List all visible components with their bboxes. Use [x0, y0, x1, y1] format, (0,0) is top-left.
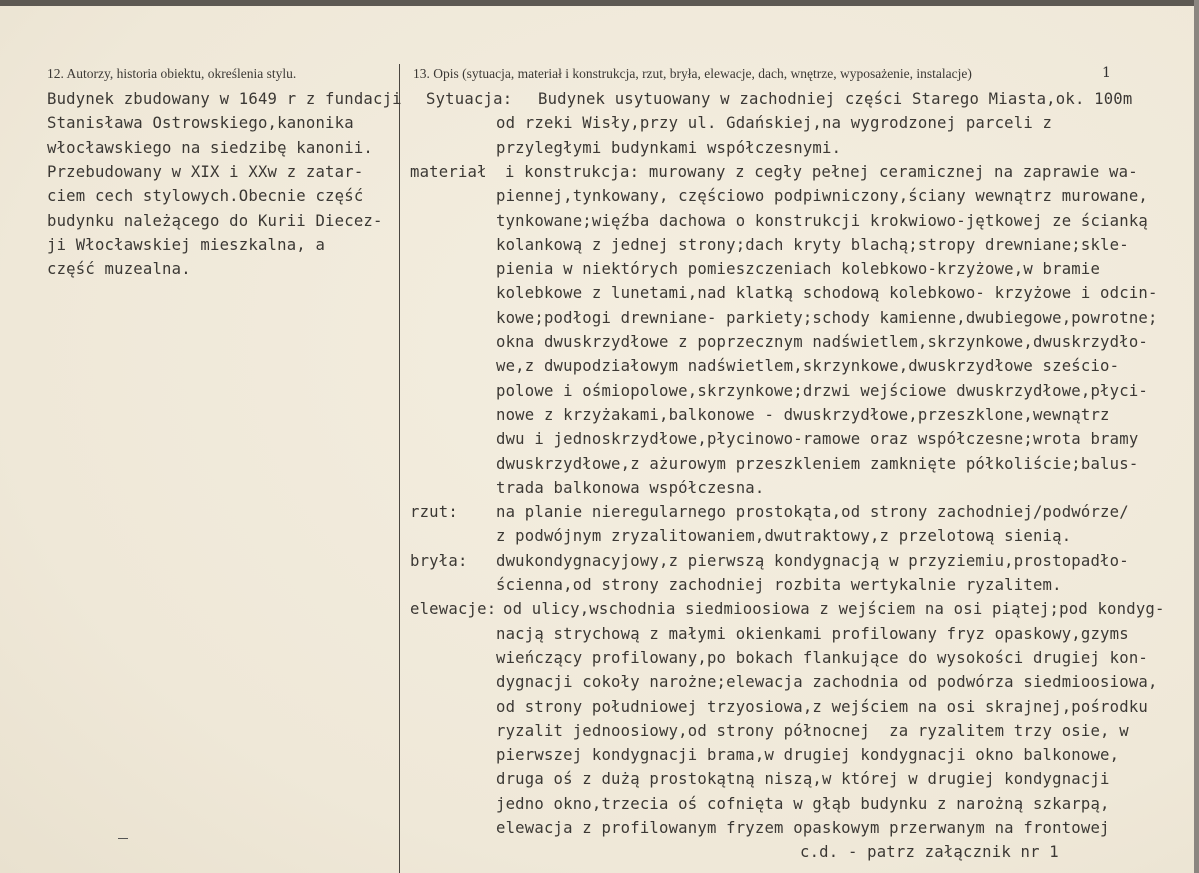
description-line: nowe z krzyżakami,balkonowe - dwuskrzydłowe,przeszklone,wewnątrz — [496, 405, 1110, 424]
description-line: od rzeki Wisły,przy ul. Gdańskiej,na wygrodzonej parceli z — [496, 114, 1053, 133]
description-label: bryła: — [410, 551, 468, 570]
description-line: c.d. - patrz załącznik nr 1 — [800, 843, 1059, 862]
scan-edge-top — [0, 0, 1199, 6]
section-12-heading: 12. Autorzy, historia obiektu, określenia stylu. — [47, 66, 297, 81]
description-line: dygnacji cokoły narożne;elewacja zachodnia od podwórza siedmioosiowa, — [496, 673, 1158, 692]
history-line: ji Włocławskiej mieszkalna, a — [47, 235, 326, 254]
description-line: Budynek usytuowany w zachodniej części Starego Miasta,ok. 100m — [538, 90, 1133, 108]
description-line: okna dwuskrzydłowe z poprzecznym nadświetlem,skrzynkowe,dwuskrzydło- — [496, 333, 1148, 351]
description-label: rzut: — [410, 503, 458, 522]
description-line: dwu i jednoskrzydłowe,płycinowo-ramowe oraz współczesne;wrota bramy — [496, 430, 1139, 449]
history-line: część muzealna. — [47, 260, 191, 279]
section-13-heading: 13. Opis (sytuacja, materiał i konstrukcja, rzut, bryła, elewacje, dach, wnętrze, wyposażenie, instalacje) — [413, 66, 972, 81]
description-line: od ulicy,wschodnia siedmioosiowa z wejściem na osi piątej;pod kondyg- — [503, 600, 1165, 619]
description-line: kolebkowe z lunetami,nad klatką schodową kolebkowo- krzyżowe i odcin- — [496, 284, 1158, 303]
history-line: Stanisława Ostrowskiego,kanonika — [47, 114, 354, 133]
description-line: wieńczący profilowany,po bokach flankujące do wysokości drugiej kon- — [496, 648, 1148, 667]
description-line: pienia w niektórych pomieszczeniach kolebkowo-krzyżowe,w bramie — [496, 260, 1101, 279]
description-line: kowe;podłogi drewniane- parkiety;schody kamienne,dwubiegowe,powrotne; — [496, 308, 1158, 327]
description-label: materiał — [410, 162, 487, 181]
description-line: dwukondygnacyjowy,z pierwszą kondygnacją w przyziemiu,prostopadło- — [496, 551, 1129, 570]
description-line: przyległymi budynkami współczesnymi. — [496, 138, 842, 157]
description-line: druga oś z dużą prostokątną niszą,w której w drugiej kondygnacji — [496, 770, 1110, 789]
history-line: ciem cech stylowych.Obecnie część — [47, 187, 364, 206]
description-line: polowe i ośmiopolowe,skrzynkowe;drzwi wejściowe dwuskrzydłowe,płyci- — [496, 381, 1148, 400]
description-line: ścienna,od strony zachodniej rozbita wertykalnie ryzalitem. — [496, 576, 1062, 594]
description-line: tynkowane;więźba dachowa o konstrukcji krokwiowo-jętkowej ze ścianką — [496, 211, 1148, 230]
description-line: dwuskrzydłowe,z ażurowym przeszkleniem zamknięte półkoliście;balus- — [496, 454, 1139, 473]
description-label: Sytuacja: — [426, 90, 513, 108]
description-line: ryzalit jednoosiowy,od strony północnej za ryzalitem trzy osie, w — [496, 721, 1129, 740]
description-line: we,z dwupodziałowym nadświetlem,skrzynkowe,dwuskrzydłowe sześcio- — [496, 357, 1120, 376]
description-line: od strony południowej trzyosiowa,z wejściem na osi skrajnej,pośrodku — [496, 697, 1148, 716]
description-line: piennej,tynkowany, częściowo podpiwniczony,ściany wewnątrz murowane, — [496, 187, 1148, 206]
description-line: na planie nieregularnego prostokąta,od strony zachodniej/podwórze/ — [496, 503, 1129, 522]
history-line: włocławskiego na siedzibę kanonii. — [47, 138, 373, 157]
history-line: Budynek zbudowany w 1649 r z fundacji — [47, 90, 402, 108]
description-line: elewacja z profilowanym fryzem opaskowym przerwanym na frontowej — [496, 819, 1110, 837]
description-line: z podwójnym zryzalitowaniem,dwutraktowy,z przelotową sienią. — [496, 527, 1072, 546]
description-line: pierwszej kondygnacji brama,w drugiej kondygnacji okno balkonowe, — [496, 746, 1120, 765]
scan-edge-right — [1194, 0, 1199, 873]
corner-mark: 1 — [1102, 65, 1111, 81]
description-line: nacją strychową z małymi okienkami profilowany fryz opaskowy,gzyms — [496, 624, 1129, 643]
history-line: budynku należącego do Kurii Diecez- — [47, 211, 383, 230]
history-line: Przebudowany w XIX i XXw z zatar- — [47, 162, 364, 181]
description-label: elewacje: — [410, 600, 497, 619]
margin-dash — [118, 838, 128, 839]
description-line: i konstrukcja: murowany z cegły pełnej ceramicznej na zaprawie wa- — [505, 162, 1138, 181]
description-line: jedno okno,trzecia oś cofnięta w głąb budynku z narożną szkarpą, — [496, 794, 1110, 813]
description-line: trada balkonowa współczesna. — [496, 478, 765, 497]
column-divider — [399, 64, 400, 873]
description-line: kolankową z jednej strony;dach kryty blachą;stropy drewniane;skle- — [496, 235, 1129, 254]
